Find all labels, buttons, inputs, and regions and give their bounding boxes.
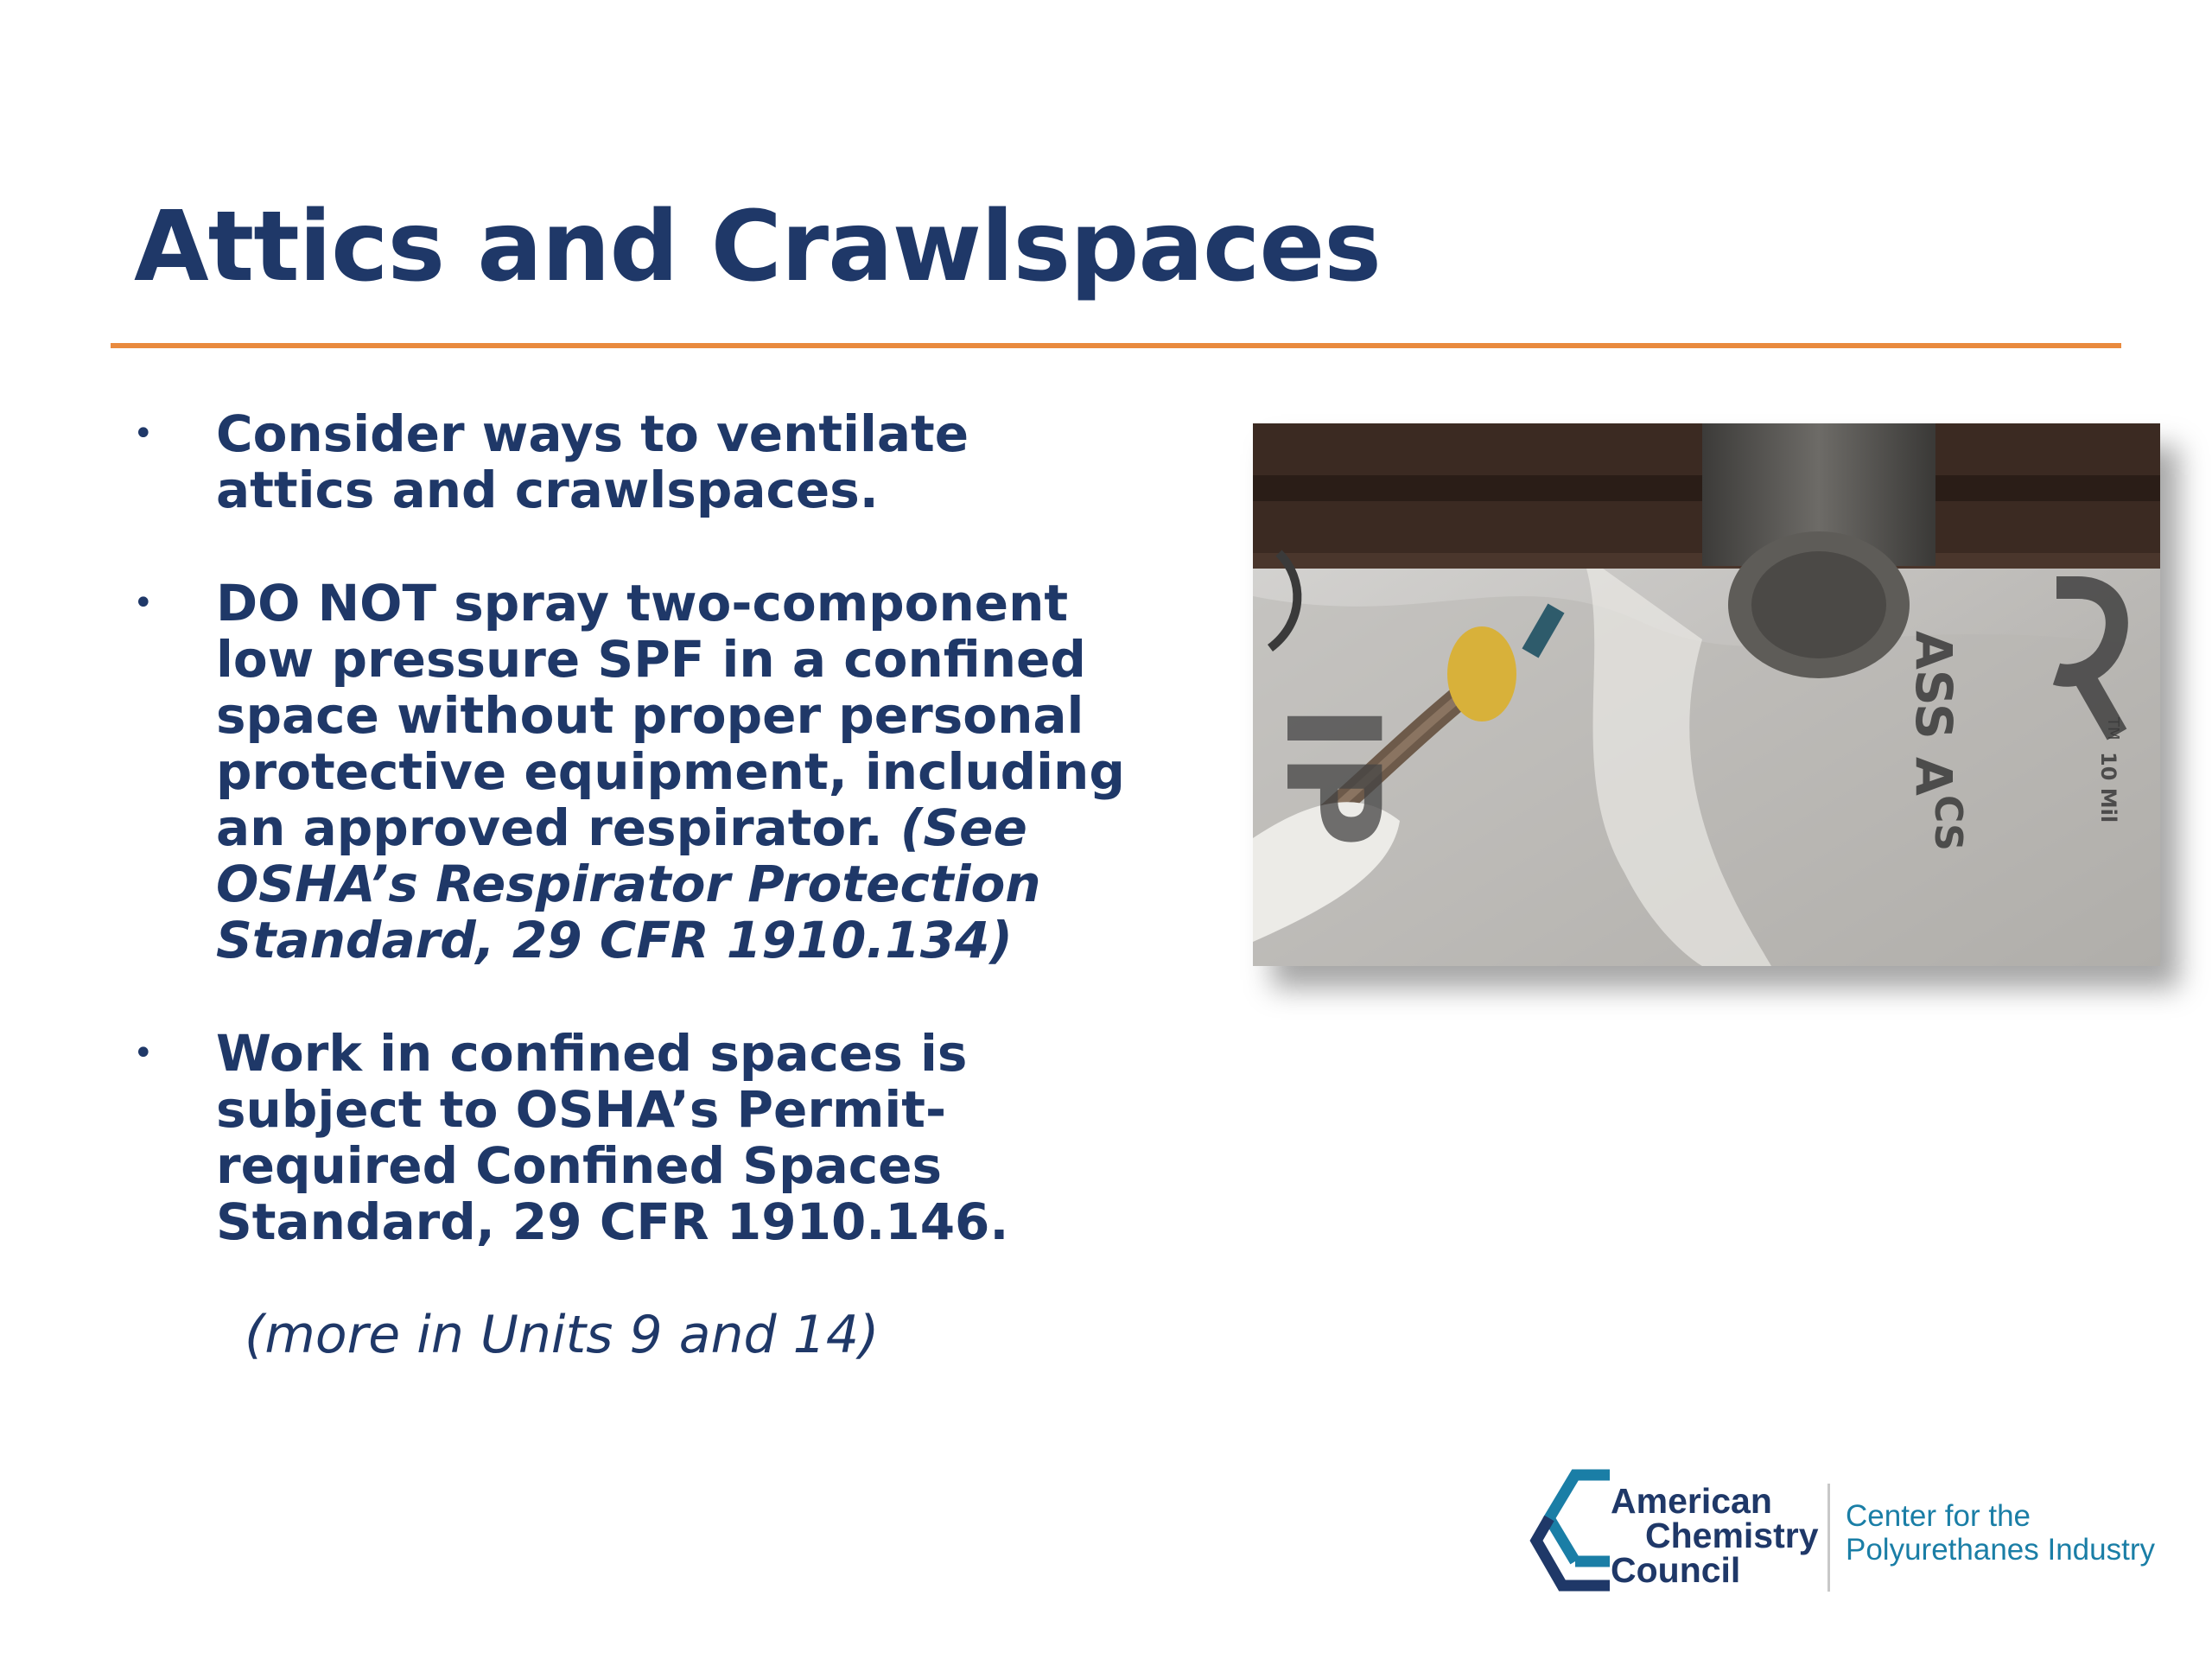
cpi-line: Polyurethanes Industry: [1846, 1533, 2155, 1567]
bullet-text: DO NOT spray two-component low pressure SPF in a confined space without proper personal protective equipment, including an approved respirator.: [216, 574, 1125, 857]
svg-text:10 Mil: 10 Mil: [2096, 752, 2120, 823]
more-units-note: (more in Units 9 and 14): [245, 1305, 880, 1365]
svg-text:ASS A: ASS A: [1904, 631, 1963, 796]
svg-text:CS: CS: [1926, 795, 1970, 851]
bullet-dot: •: [133, 1033, 154, 1073]
cpi-line: Center for the: [1846, 1499, 2031, 1533]
cpi-wordmark: [1846, 1499, 2155, 1567]
bullet-list: [130, 406, 1132, 1307]
bullet-dot: •: [133, 414, 154, 454]
bullet-item: [130, 1026, 1132, 1250]
svg-text:TM: TM: [2104, 717, 2122, 741]
bullet-text: Work in confined spaces is subject to OSHA’s Permit-required Confined Spaces Standard, 29 CFR 1910.146.: [216, 1024, 1009, 1251]
bullet-item: [130, 575, 1132, 969]
bullet-text: Consider ways to ventilate attics and crawlspaces.: [216, 404, 969, 519]
acc-cpi-logo: [1528, 1465, 2167, 1611]
title-divider: [111, 343, 2121, 348]
acc-line: American: [1611, 1481, 1772, 1521]
wrap-text: [2096, 752, 2120, 823]
svg-text:IP: IP: [1256, 704, 1407, 848]
hexagon-logo-icon: [1528, 1465, 1623, 1611]
acc-line: Council: [1611, 1550, 1741, 1590]
wrap-text: [1904, 631, 1963, 796]
bullet-dot: •: [133, 583, 154, 623]
wrap-text: [1926, 795, 1970, 851]
slide-title: Attics and Crawlspaces: [134, 191, 1381, 303]
bullet-citation: (See OSHA’s Respirator Protection Standard, 29 CFR 1910.134): [216, 798, 1041, 969]
acc-wordmark: [1611, 1481, 1819, 1590]
bullet-item: [130, 406, 1132, 518]
logo-divider: [1827, 1484, 1830, 1592]
acc-line: Chemistry: [1645, 1516, 1819, 1555]
crawlspace-photo: [1253, 423, 2160, 966]
